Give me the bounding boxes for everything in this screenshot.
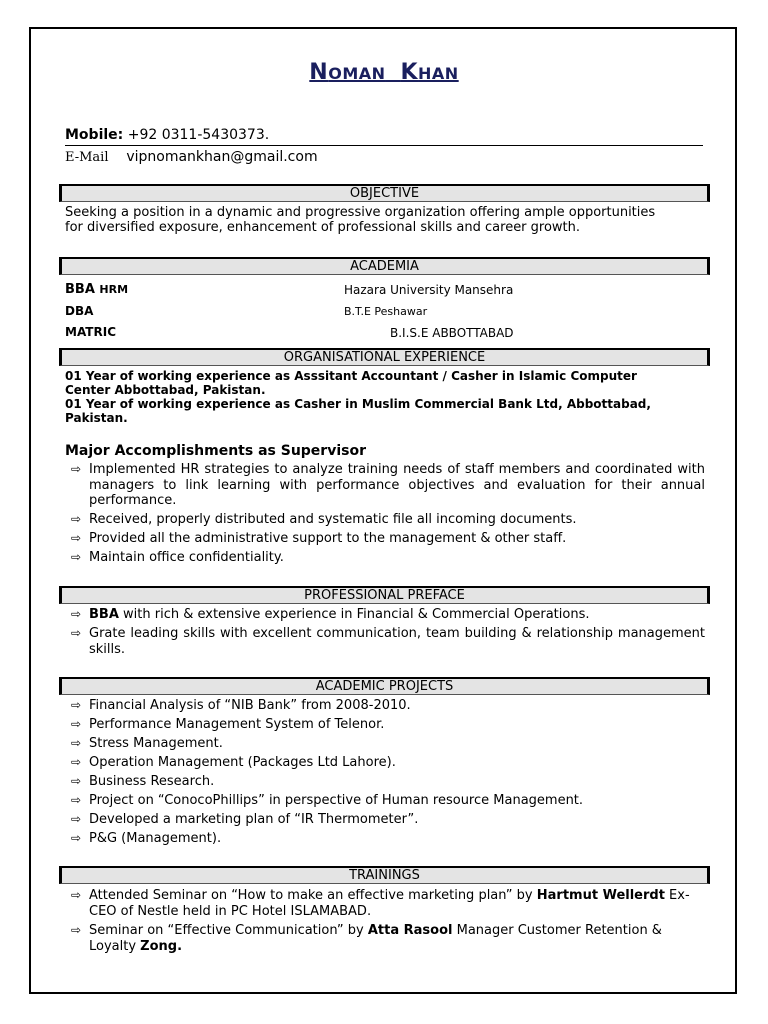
arrow-right-outline-icon: ⇨: [71, 626, 82, 640]
section-header-preface: [59, 586, 710, 604]
academia-institute-2: B.T.E Peshawar: [344, 305, 428, 318]
section-title: ACADEMIC PROJECTS: [315, 679, 454, 694]
accomplishment-item: ⇨ Received, properly distributed and systematic file all incoming documents.: [71, 512, 577, 527]
section-header-trainings: [59, 866, 710, 884]
section-header-projects: [59, 677, 710, 695]
objective-line-1: Seeking a position in a dynamic and progressive organization offering ample opportunities: [65, 205, 656, 220]
arrow-right-outline-icon: ⇨: [71, 831, 82, 845]
objective-line-2: for diversified exposure, enhancement of professional skills and career growth.: [65, 220, 581, 235]
page-border: [29, 27, 737, 994]
accomplishments-heading: Major Accomplishments as Supervisor: [65, 443, 366, 459]
academia-institute-1: Hazara University Mansehra: [344, 283, 514, 297]
name-first-rest: OMAN: [328, 64, 386, 83]
objective-text: [65, 205, 715, 235]
training-item: ⇨ Seminar on “Effective Communication” by Atta Rasool Manager Customer Retention & Loyalty Zong.: [71, 923, 662, 954]
accomplishment-item: ⇨ Provided all the administrative support to the management & other staff.: [71, 531, 567, 546]
arrow-right-outline-icon: ⇨: [71, 923, 82, 937]
section-title: OBJECTIVE: [349, 186, 420, 201]
arrow-right-outline-icon: ⇨: [71, 736, 82, 750]
arrow-right-outline-icon: ⇨: [71, 755, 82, 769]
section-title: PROFESSIONAL PREFACE: [304, 588, 465, 603]
section-title: ACADEMIA: [350, 259, 419, 274]
experience-entry-1: 01 Year of working experience as Asssitant Accountant / Casher in Islamic Computer Center Abbottabad, Pakistan.: [65, 369, 637, 397]
section-header-academia: [59, 257, 710, 275]
experience-entry-2: 01 Year of working experience as Casher in Muslim Commercial Bank Ltd, Abbottabad, Pakistan.: [65, 397, 651, 425]
academia-degree-1: BBA HRM: [65, 282, 129, 297]
academia-institute-3: B.I.S.E ABBOTTABAD: [390, 326, 514, 340]
arrow-right-outline-icon: ⇨: [71, 888, 82, 902]
arrow-right-outline-icon: ⇨: [71, 512, 82, 526]
arrow-right-outline-icon: ⇨: [71, 607, 82, 621]
resume-name: [0, 60, 768, 85]
preface-item: ⇨ Grate leading skills with excellent communication, team building & relationship management skills.: [71, 626, 705, 657]
arrow-right-outline-icon: ⇨: [71, 462, 82, 476]
project-item: ⇨ Business Research.: [71, 774, 215, 789]
project-item: ⇨ Operation Management (Packages Ltd Lahore).: [71, 755, 396, 770]
preface-item: ⇨ BBA with rich & extensive experience in Financial & Commercial Operations.: [71, 607, 590, 622]
project-item: ⇨ Developed a marketing plan of “IR Thermometer”.: [71, 812, 419, 827]
project-item: ⇨ Performance Management System of Telenor.: [71, 717, 385, 732]
arrow-right-outline-icon: ⇨: [71, 550, 82, 564]
name-last-rest: HAN: [418, 64, 459, 83]
name-first-initial: N: [309, 60, 329, 85]
section-header-experience: [59, 348, 710, 366]
project-item: ⇨ Stress Management.: [71, 736, 223, 751]
project-item: ⇨ Financial Analysis of “NIB Bank” from 2008-2010.: [71, 698, 411, 713]
accomplishment-item: ⇨ Maintain office confidentiality.: [71, 550, 284, 565]
accomplishment-item: ⇨ Implemented HR strategies to analyze training needs of staff members and coordinated with managers to link learning with performance objectives and evaluation for their annual performance.: [71, 462, 705, 508]
section-title: ORGANISATIONAL EXPERIENCE: [283, 350, 486, 365]
email-value: vipnomankhan@gmail.com: [126, 149, 318, 165]
project-item: ⇨ Project on “ConocoPhillips” in perspective of Human resource Management.: [71, 793, 584, 808]
name-last-initial: K: [400, 60, 419, 85]
email-label: E-Mail: [65, 150, 109, 165]
mobile-line: [65, 127, 269, 143]
contact-divider: [65, 145, 703, 146]
arrow-right-outline-icon: ⇨: [71, 812, 82, 826]
arrow-right-outline-icon: ⇨: [71, 531, 82, 545]
mobile-value: +92 0311-5430373.: [127, 127, 270, 143]
project-item: ⇨ P&G (Management).: [71, 831, 222, 846]
academia-degree-2: DBA: [65, 304, 94, 318]
section-header-objective: [59, 184, 710, 202]
arrow-right-outline-icon: ⇨: [71, 793, 82, 807]
arrow-right-outline-icon: ⇨: [71, 774, 82, 788]
mobile-label: Mobile:: [65, 127, 124, 143]
email-line: [65, 149, 318, 165]
arrow-right-outline-icon: ⇨: [71, 698, 82, 712]
arrow-right-outline-icon: ⇨: [71, 717, 82, 731]
academia-degree-3: MATRIC: [65, 325, 116, 339]
section-title: TRAININGS: [349, 868, 420, 883]
training-item: ⇨ Attended Seminar on “How to make an effective marketing plan” by Hartmut Wellerdt Ex-CEO of Nestle held in PC Hotel ISLAMABAD.: [71, 888, 690, 919]
